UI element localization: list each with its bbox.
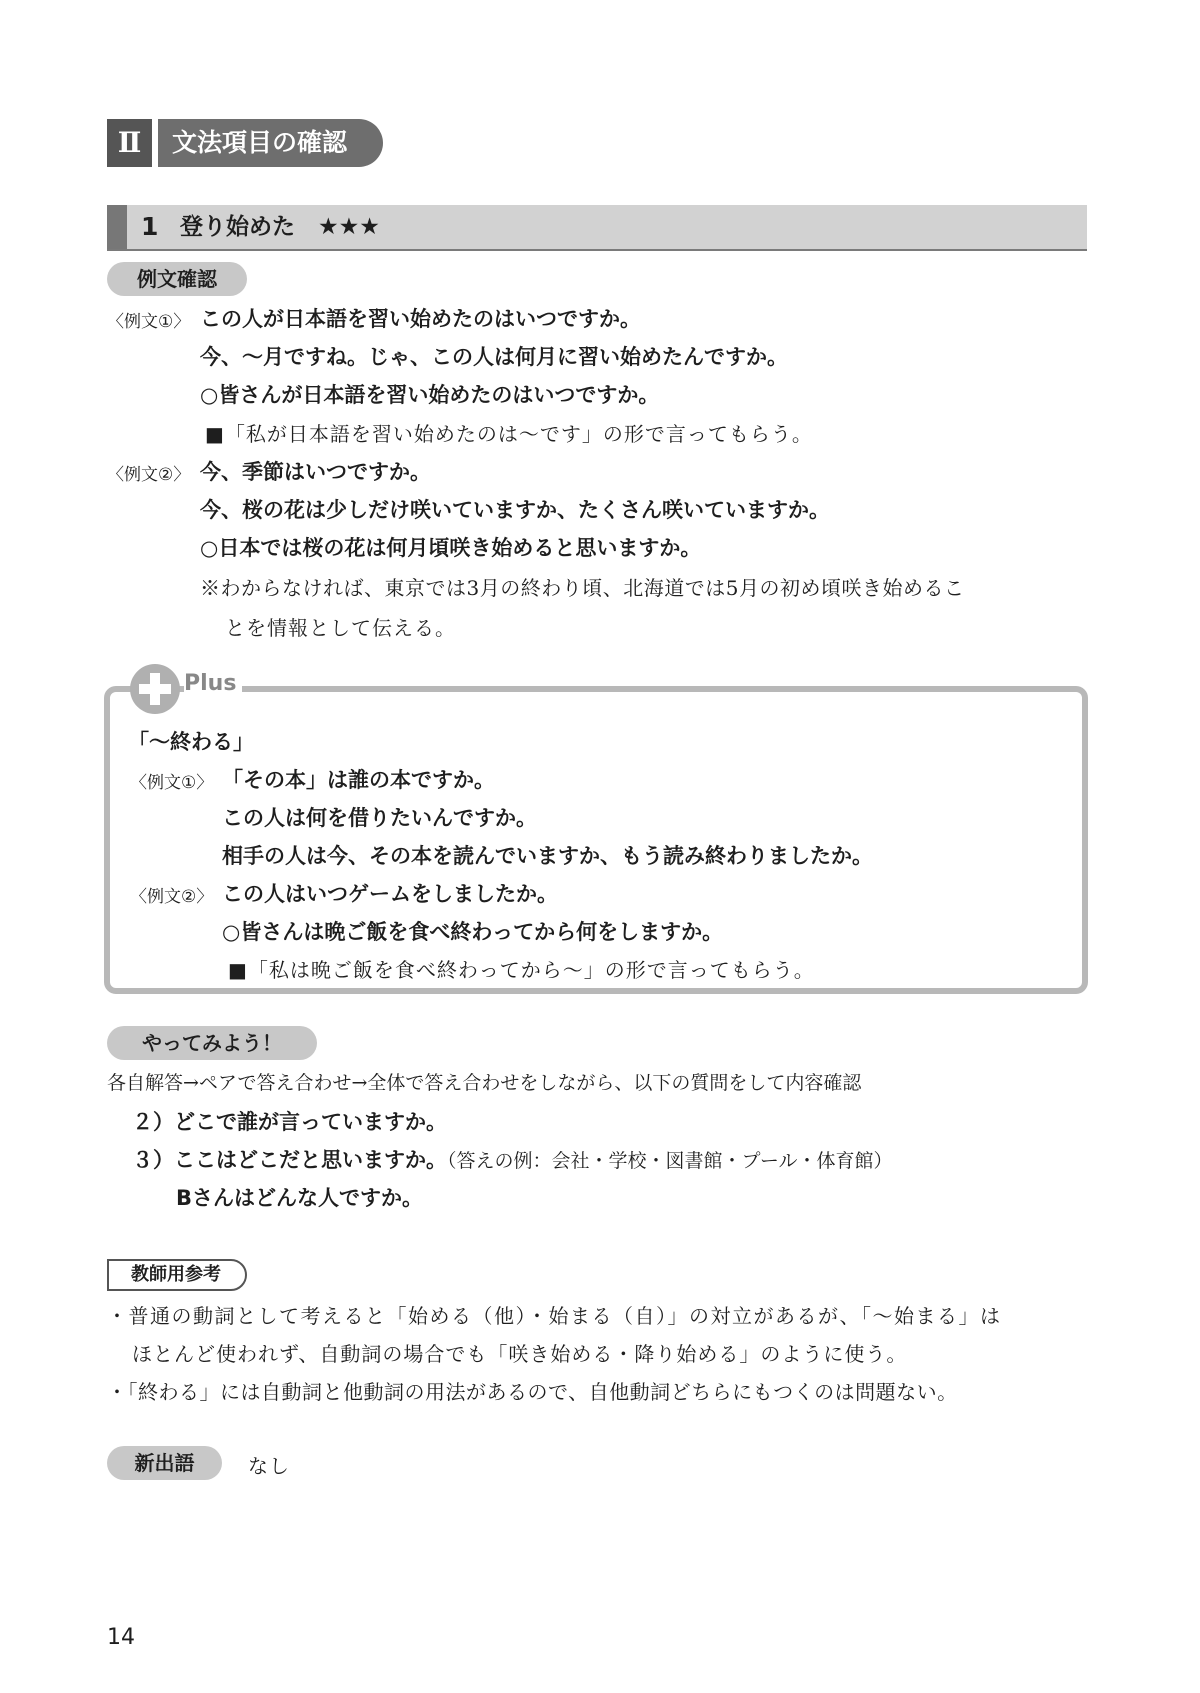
example-2-line-2: 今、桜の花は少しだけ咲いていますか、たくさん咲いていますか。 — [200, 498, 830, 522]
section-number: Ⅱ — [107, 119, 152, 167]
question-3-text: ３）ここはどこだと思いますか。 — [132, 1148, 447, 1172]
question-3 — [132, 1144, 893, 1174]
plus-example-1-tag: 〈例文①〉 — [130, 773, 214, 793]
new-words-label: 新出語 — [107, 1446, 222, 1480]
item-header-accent — [107, 205, 127, 249]
plus-example-2-line-1: この人はいつゲームをしましたか。 — [222, 882, 558, 906]
teacher-note-1-line-1: ・普通の動詞として考えると「始める（他）・始まる（自）」の対立があるが、「～始まる」は — [107, 1304, 1002, 1328]
yattemiyou-label: やってみよう！ — [107, 1026, 317, 1060]
item-title: 登り始めた ★★★ — [180, 214, 380, 240]
item-header — [107, 205, 1087, 251]
example-2-tag: 〈例文②〉 — [107, 465, 191, 485]
plus-icon — [130, 664, 180, 714]
section-title: 文法項目の確認 — [158, 119, 383, 167]
example-2-note-2: とを情報として伝える。 — [225, 616, 456, 640]
plus-example-2-line-2: ○皆さんは晩ご飯を食べ終わってから何をしますか。 — [222, 920, 724, 944]
question-2: ２）どこで誰が言っていますか。 — [132, 1110, 447, 1134]
item-number: 1 — [141, 212, 159, 241]
plus-label: Plus — [184, 671, 242, 696]
yattemiyou-intro: 各自解答→ペアで答え合わせ→全体で答え合わせをしながら、以下の質問をして内容確認 — [107, 1072, 862, 1094]
example-1-line-3: ○皆さんが日本語を習い始めたのはいつですか。 — [200, 383, 660, 407]
question-3-b: Bさんはどんな人ですか。 — [176, 1186, 424, 1210]
reibun-kakunin-label: 例文確認 — [107, 262, 247, 296]
new-words-value: なし — [248, 1454, 290, 1478]
plus-example-2-tag: 〈例文②〉 — [130, 887, 214, 907]
plus-example-1-line-3: 相手の人は今、その本を読んでいますか、もう読み終わりましたか。 — [222, 844, 873, 868]
example-2-line-1: 今、季節はいつですか。 — [200, 460, 431, 484]
section-header — [107, 119, 383, 167]
teacher-reference-label: 教師用参考 — [107, 1259, 247, 1291]
plus-heading: 「～終わる」 — [128, 730, 254, 754]
plus-example-1-line-2: この人は何を借りたいんですか。 — [222, 806, 537, 830]
example-2-line-3: ○日本では桜の花は何月頃咲き始めると思いますか。 — [200, 536, 702, 560]
example-2-note-1: ※わからなければ、東京では3月の終わり頃、北海道では5月の初め頃咲き始めるこ — [200, 576, 965, 600]
example-1-line-2: 今、～月ですね。じゃ、この人は何月に習い始めたんですか。 — [200, 345, 788, 369]
plus-example-1-line-1: 「その本」は誰の本ですか。 — [222, 768, 495, 792]
example-1-line-1: この人が日本語を習い始めたのはいつですか。 — [200, 307, 641, 331]
example-1-tag: 〈例文①〉 — [107, 312, 191, 332]
question-3-examples: （答えの例：会社・学校・図書館・プール・体育館） — [447, 1150, 893, 1172]
page-number: 14 — [107, 1625, 135, 1650]
teacher-note-2: ・「終わる」には自動詞と他動詞の用法があるので、自他動詞どちらにもつくのは問題ない。 — [107, 1380, 958, 1404]
teacher-note-1-line-2: ほとんど使われず、自動詞の場合でも「咲き始める・降り始める」のように使う。 — [132, 1342, 908, 1366]
plus-example-2-note: ■「私は晩ご飯を食べ終わってから～」の形で言ってもらう。 — [228, 958, 815, 982]
example-1-note: ■「私が日本語を習い始めたのは～です」の形で言ってもらう。 — [205, 422, 813, 446]
